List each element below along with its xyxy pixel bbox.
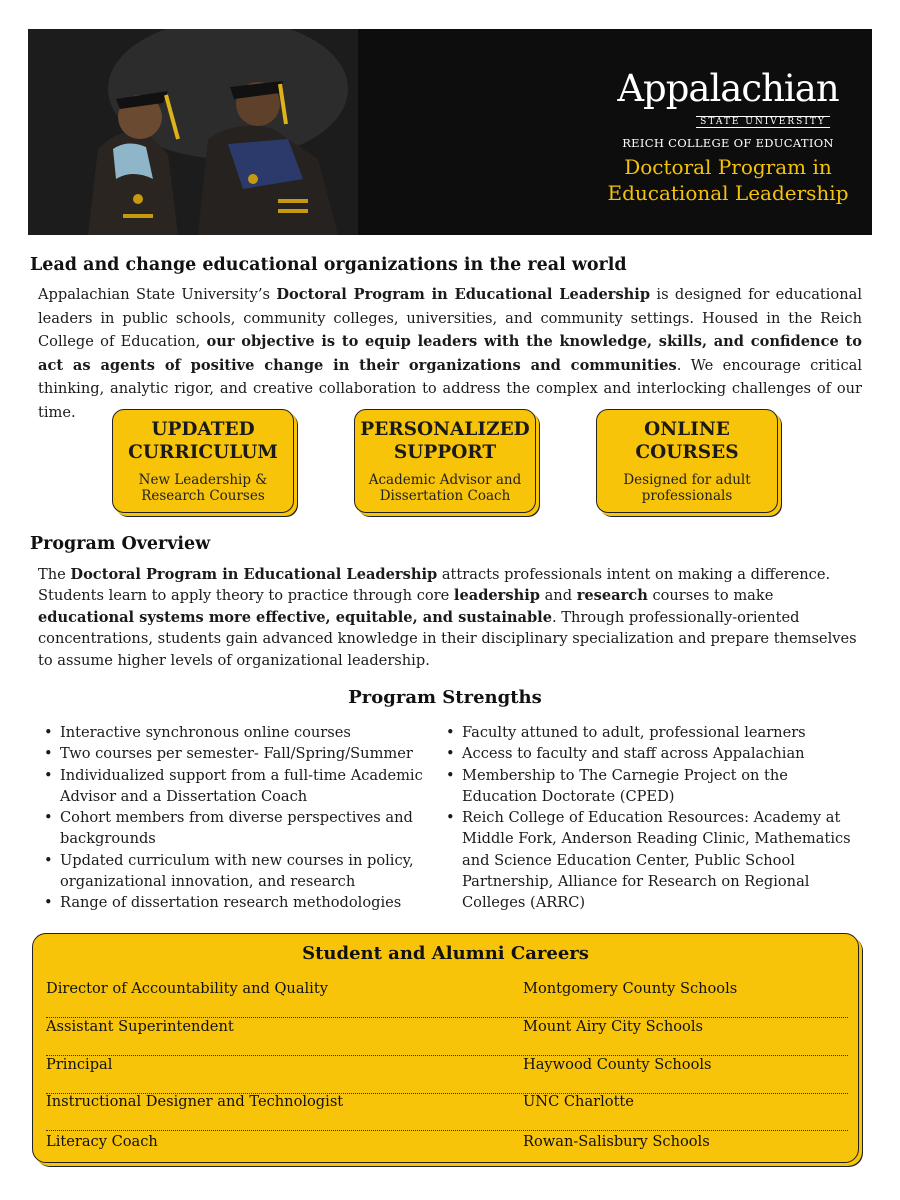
feature-box-online — [596, 409, 778, 513]
program-name-line2: Educational Leadership — [607, 181, 849, 205]
feature-desc-line2: professionals — [641, 488, 733, 504]
strengths-heading: Program Strengths — [348, 687, 542, 708]
overview-text-4: courses to make — [647, 587, 774, 605]
career-organization: Montgomery County Schools — [523, 980, 738, 997]
career-role: Director of Accountability and Quality — [46, 980, 328, 997]
feature-desc — [355, 472, 535, 504]
list-item: • Faculty attuned to adult, professional learners — [440, 722, 865, 743]
feature-desc-line1: Academic Advisor and — [368, 472, 522, 488]
careers-heading: Student and Alumni Careers — [302, 943, 589, 964]
university-name: Appalachian — [617, 67, 839, 110]
feature-box-support — [354, 409, 536, 513]
overview-bold-2: leadership — [453, 587, 540, 605]
intro-bold-1: Doctoral Program in Educational Leadership — [276, 286, 651, 303]
list-item: • Reich College of Education Resources: Academy at Middle Fork, Anderson Reading Clinic, Mathematics and Science Education Center, Public School Partnership, Alliance for Research on Regional Colleges (ARRC) — [440, 807, 865, 913]
career-role: Assistant Superintendent — [46, 1018, 234, 1035]
strengths-list-right — [440, 722, 865, 914]
career-organization: Rowan-Salisbury Schools — [523, 1133, 710, 1150]
feature-box-curriculum — [112, 409, 294, 513]
feature-title-line2: COURSES — [635, 442, 739, 463]
career-row — [46, 1018, 848, 1056]
intro-bold-2: our objective is to equip leaders with the knowledge, skills, and confidence to act as agents of positive change in their organizations and communities — [38, 333, 862, 374]
list-item: • Range of dissertation research methodologies — [38, 892, 438, 913]
career-organization: UNC Charlotte — [523, 1093, 634, 1110]
career-row — [46, 980, 848, 1018]
intro-text-1: Appalachian State University’s — [38, 286, 277, 303]
feature-title-line2: CURRICULUM — [128, 442, 278, 463]
feature-desc-line2: Research Courses — [141, 488, 265, 504]
header-banner — [28, 29, 872, 235]
intro-text-3: . We encourage critical thinking, analytic rigor, and creative collaboration to address the complex and interlocking challenges of our time. — [38, 356, 862, 421]
career-role: Literacy Coach — [46, 1133, 158, 1150]
university-subtitle: STATE UNIVERSITY — [696, 116, 830, 128]
list-item: • Individualized support from a full-time Academic Advisor and a Dissertation Coach — [38, 765, 438, 808]
list-item: • Access to faculty and staff across Appalachian — [440, 743, 865, 764]
intro-heading: Lead and change educational organizations in the real world — [30, 255, 627, 275]
career-role: Principal — [46, 1056, 113, 1073]
strengths-list-left — [38, 722, 438, 914]
feature-title-line1: PERSONALIZED — [360, 419, 530, 440]
overview-bold-4: educational systems more effective, equitable, and sustainable — [38, 608, 552, 626]
overview-paragraph — [38, 564, 862, 671]
career-organization: Mount Airy City Schools — [523, 1018, 703, 1035]
career-organization: Haywood County Schools — [523, 1056, 712, 1073]
university-logo — [588, 69, 868, 206]
overview-text-2: attracts professionals intent on making a difference. Students learn to apply theory to practice through core — [38, 566, 831, 605]
career-row — [46, 1133, 848, 1171]
career-row — [46, 1093, 848, 1131]
intro-text-2: is designed for educational leaders in public schools, community colleges, universities, and community settings. Housed in the Reich College of Education, — [38, 286, 862, 350]
list-item: • Cohort members from diverse perspectives and backgrounds — [38, 807, 438, 850]
careers-box — [32, 933, 859, 1163]
intro-paragraph — [38, 283, 862, 424]
career-role: Instructional Designer and Technologist — [46, 1093, 344, 1110]
list-item: • Membership to The Carnegie Project on the Education Doctorate (CPED) — [440, 765, 865, 808]
list-item: • Two courses per semester- Fall/Spring/Summer — [38, 743, 438, 764]
overview-bold-3: research — [576, 587, 648, 605]
feature-title-line1: UPDATED — [151, 419, 255, 440]
feature-desc — [113, 472, 293, 504]
list-item: • Updated curriculum with new courses in policy, organizational innovation, and research — [38, 850, 438, 893]
overview-bold-1: Doctoral Program in Educational Leadership — [70, 566, 438, 583]
college-name: REICH COLLEGE OF EDUCATION — [622, 136, 834, 150]
overview-text-5: . Through professionally-oriented concentrations, students gain advanced knowledge in their disciplinary specialization and prepare themselves to assume higher levels of organizational leadership. — [38, 608, 857, 669]
feature-desc-line1: Designed for adult — [623, 472, 751, 488]
feature-title-line2: SUPPORT — [393, 442, 497, 463]
feature-title-line1: ONLINE — [644, 419, 730, 440]
feature-desc — [597, 472, 777, 504]
overview-heading: Program Overview — [30, 534, 211, 554]
overview-text-1: The — [38, 566, 71, 583]
career-row — [46, 1056, 848, 1094]
graduation-photo — [28, 29, 358, 235]
feature-desc-line2: Dissertation Coach — [379, 488, 511, 504]
feature-desc-line1: New Leadership & — [138, 472, 268, 488]
list-item: • Interactive synchronous online courses — [38, 722, 438, 743]
overview-text-3: and — [539, 587, 577, 605]
program-name-line1: Doctoral Program in — [624, 155, 832, 179]
